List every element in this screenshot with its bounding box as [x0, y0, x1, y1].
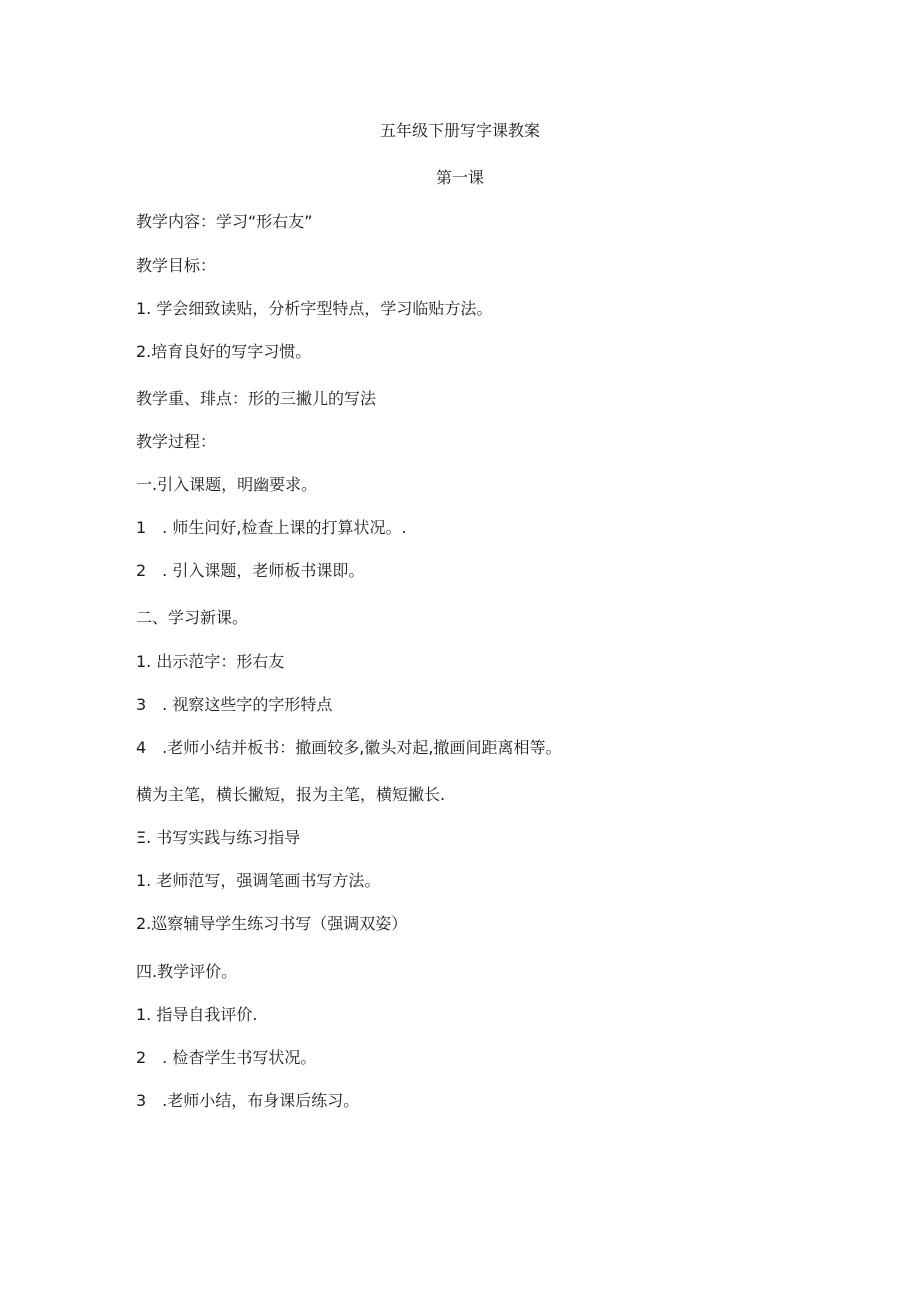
process-heading: 教学过程： — [136, 432, 217, 451]
section-three-item-2: 2.巡察辅导学生练习书写（强调双姿） — [136, 914, 408, 933]
goal-item-2: 2.培育良好的写字习惯。 — [136, 342, 312, 361]
section-two-item-4: 4 .老师小结并板书：撤画较多,徽头对起,撤画间距离相等。 — [136, 738, 562, 757]
section-four-item-3: 3 .老师小结，布身课后练习。 — [136, 1091, 360, 1110]
key-difficult-points: 教学重、琲点：形的三撇儿的写法 — [136, 389, 377, 408]
section-three-item-1: 1. 老师范写，强调笔画书写方法。 — [136, 871, 381, 890]
section-one-heading: 一.引入课题，明幽要求。 — [136, 475, 318, 494]
section-four-heading: 四.教学评价。 — [136, 962, 238, 981]
section-two-heading: 二、学习新课。 — [136, 608, 249, 627]
section-one-item-2: 2 . 引入课题，老师板书课即。 — [136, 561, 365, 580]
section-three-heading: Ξ. 书写实践与练习指导 — [136, 828, 301, 847]
goal-item-1: 1. 学会细致读贴，分析字型特点，学习临贴方法。 — [136, 299, 493, 318]
section-two-item-4-continued: 横为主笔，横长撇短，报为主笔，横短撇长. — [136, 785, 446, 804]
section-four-item-1: 1. 指导自我评价. — [136, 1005, 258, 1024]
document-title: 五年级下册写字课教案 — [379, 121, 540, 140]
section-one-item-1: 1 . 师生问好,检查上课的打算状况。. — [136, 518, 407, 537]
section-two-item-1: 1. 出示范字：形右友 — [136, 652, 285, 671]
section-four-item-2: 2 . 检杳学生书写状况。 — [136, 1048, 317, 1067]
teaching-content: 教学内容：学习“形右友” — [136, 212, 313, 231]
teaching-goals-heading: 教学目标： — [136, 256, 217, 275]
lesson-heading: 第一课 — [435, 168, 484, 187]
section-two-item-3: 3 . 视察这些字的字形特点 — [136, 695, 333, 714]
